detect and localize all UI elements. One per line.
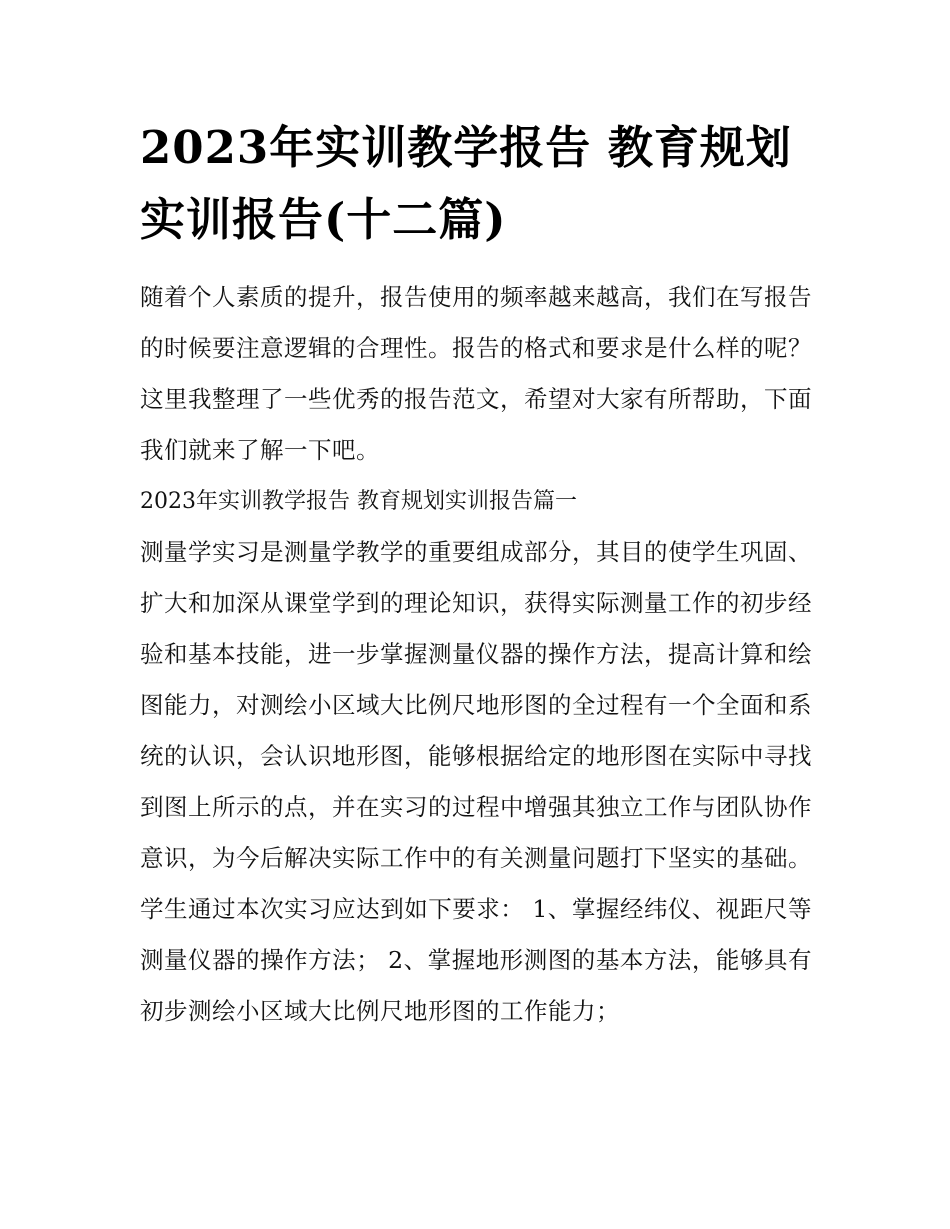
document-page xyxy=(140,112,812,1037)
body-paragraph-1: 测量学实习是测量学教学的重要组成部分，其目的使学生巩固、扩大和加深从课堂学到的理论知识，获得实际测量工作的初步经验和基本技能，进一步掌握测量仪器的操作方法，提高计算和绘图能力，对测绘小区域大比例尺地形图的全过程有一个全面和系统的认识，会认识地形图，能够根据给定的地形图在实际中寻找到图上所示的点，并在实习的过程中增强其独立工作与团队协作意识，为今后解决实际工作中的有关测量问题打下坚实的基础。 xyxy=(140,538,812,872)
intro-paragraph: 随着个人素质的提升，报告使用的频率越来越高，我们在写报告的时候要注意逻辑的合理性。报告的格式和要求是什么样的呢？这里我整理了一些优秀的报告范文，希望对大家有所帮助，下面我们就来了解一下吧。 xyxy=(140,283,812,464)
document-title: 2023年实训教学报告 教育规划实训报告(十二篇) xyxy=(140,121,792,246)
body-paragraph-2: 学生通过本次实习应达到如下要求： 1、掌握经纬仪、视距尺等测量仪器的操作方法； 2、掌握地形测图的基本方法，能够具有初步测绘小区域大比例尺地形图的工作能力； xyxy=(140,895,812,1025)
section-heading: 2023年实训教学报告 教育规划实训报告篇一 xyxy=(140,489,577,514)
